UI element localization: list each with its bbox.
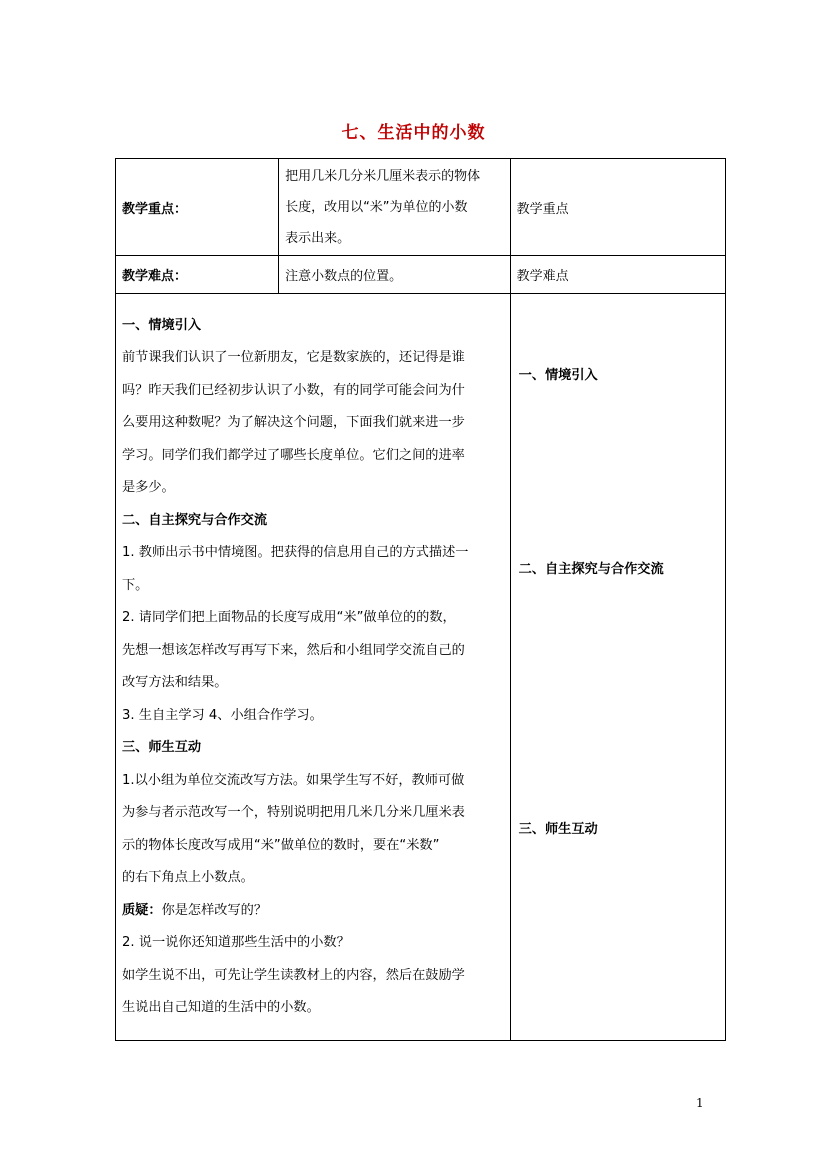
section-heading: 二、自主探究与合作交流: [122, 512, 268, 528]
body-line: 1. 教师出示书中情境图。把获得的信息用自己的方式描述一: [122, 545, 469, 560]
process-side-cell: [510, 294, 725, 1041]
body-line: 示的物体长度改写成用“米”做单位的数时，要在“米数”: [122, 837, 440, 853]
body-line: 前节课我们认识了一位新朋友，它是数家族的，还记得是谁: [122, 350, 465, 365]
difficulty-content-cell: [279, 256, 511, 294]
body-line: 吗？昨天我们已经初步认识了小数，有的同学可能会问为什: [122, 382, 465, 398]
focus-side-cell: [510, 159, 725, 256]
side-label-intro: 一、情境引入: [518, 368, 598, 383]
focus-label-cell: [116, 159, 279, 256]
body-line: 为参与者示范改写一个，特别说明把用几米几分米几厘米表: [122, 805, 465, 820]
focus-content-line: 长度，改用以“米”为单位的小数: [285, 199, 468, 215]
body-line: 是多少。: [122, 480, 175, 495]
table-row-process: [116, 294, 726, 1041]
question-line: [122, 895, 504, 928]
difficulty-side-cell: [510, 256, 725, 294]
body-line: 下。: [122, 577, 149, 593]
body-line: 生说出自己知道的生活中的小数。: [122, 1000, 320, 1015]
difficulty-content: 注意小数点的位置。: [285, 269, 403, 284]
lesson-plan-table: [115, 158, 726, 1041]
process-content-cell: [116, 294, 511, 1041]
question-prefix: 质疑：: [122, 902, 162, 918]
body-line: 改写方法和结果。: [122, 675, 228, 690]
focus-content-cell: [279, 159, 511, 256]
body-line: 先想一想该怎样改写再写下来，然后和小组同学交流自己的: [122, 642, 465, 658]
side-label-explore: 二、自主探究与合作交流: [518, 562, 664, 577]
focus-label: 教学重点：: [122, 201, 188, 217]
body-line: 1.以小组为单位交流改写方法。如果学生写不好，教师可做: [122, 772, 465, 788]
body-line: 2. 说一说你还知道那些生活中的小数？: [122, 935, 350, 950]
difficulty-side-label: 教学难点: [516, 269, 569, 284]
focus-content-line: 把用几米几分米几厘米表示的物体: [285, 168, 481, 184]
body-line: 3. 生自主学习 4、小组合作学习。: [122, 707, 323, 723]
section-heading: 三、师生互动: [122, 740, 202, 755]
side-label-interact: 三、师生互动: [518, 822, 598, 837]
body-line: 如学生说不出，可先让学生读教材上的内容，然后在鼓励学: [122, 967, 465, 983]
body-line: 么要用这种数呢？为了解决这个问题，下面我们就来进一步: [122, 415, 465, 430]
body-line: 的右下角点上小数点。: [122, 870, 254, 885]
focus-side-label: 教学重点: [516, 201, 569, 217]
difficulty-label-cell: [116, 256, 279, 294]
question-text: 你是怎样改写的？: [161, 902, 268, 918]
focus-content-line: 表示出来。: [285, 230, 351, 246]
section-heading: 一、情境引入: [122, 317, 202, 333]
table-row-focus: [116, 159, 726, 256]
page-number: 1: [696, 1096, 704, 1110]
body-line: 2. 请同学们把上面物品的长度写成用“米”做单位的的数，: [122, 610, 456, 625]
page-title: 七、生活中的小数: [341, 123, 486, 143]
body-line: 学习。同学们我们都学过了哪些长度单位。它们之间的进率: [122, 447, 465, 463]
table-row-difficulty: [116, 256, 726, 294]
difficulty-label: 教学难点：: [122, 269, 188, 284]
